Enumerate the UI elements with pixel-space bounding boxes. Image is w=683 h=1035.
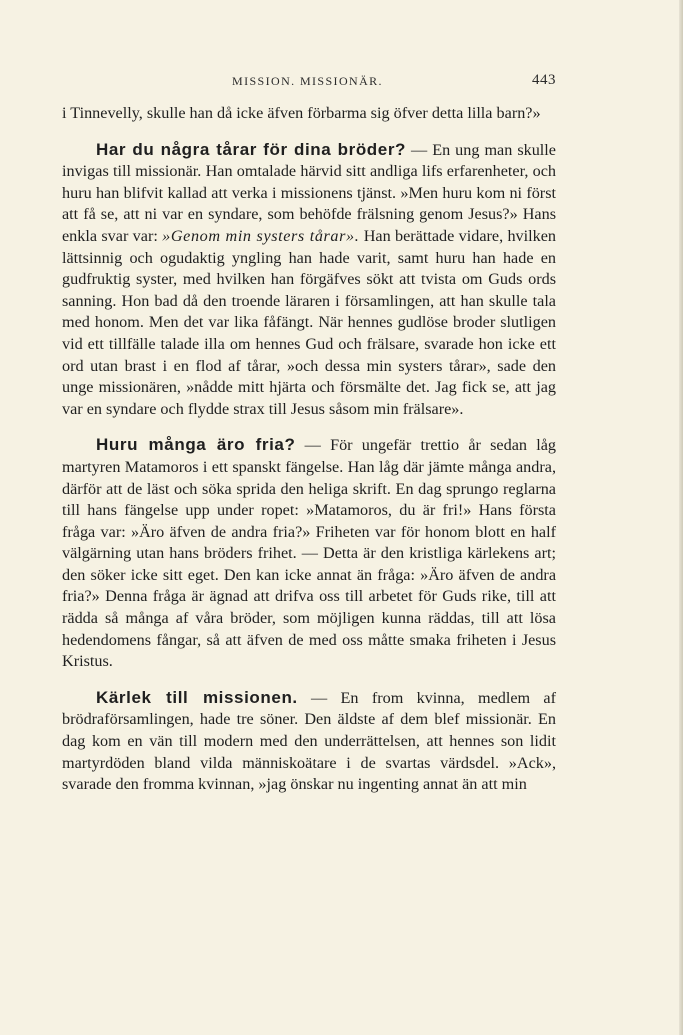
paragraph-text: — För ungefär trettio år sedan låg martyren Matamoros i ett spanskt fängelse. Han låg där jämte många andra, därför att de läst och söka sprida den heliga skrift. En dag sprungo reglarna till hans fängelse upp under ropet: »Matamoros, du är fri!» Hans första fråga var: »Äro äfven de andra fria?» Friheten var för honom blott en half välgärning utan hans bröders frihet. — Detta är den kristliga kärlekens art; den söker icke sitt eget. Den kan icke annat än fråga: »Äro äfven de andra fria?» Denna fråga är ägnad att drifva oss till arbetet för Guds rike, till att rädda så många af våra bröder, som möjligen kunna räddas, till att lösa hedendomens fångar, så att äfven de med oss måtte smaka friheten i Jesus Kristus.	[62, 436, 556, 671]
paragraph-text: — En from kvinna, medlem af brödraförsamlingen, hade tre söner. Den äldste af dem blef missionär. En dag kom en vän till modern med den underrättelsen, att hennes son lidit martyrdöden bland vilda människoätare i de svartas värdsdel. »Ack», svarade den fromma kvinnan, »jag önskar nu ingenting annat än att min	[62, 688, 556, 794]
paragraph-text-a: — En ung man skulle invigas till missionär. Han omtalade härvid sitt andliga lifs erfarenheter, och huru han blifvit kallad att verka i missionens tjänst. »Men huru kom ni först att få se, att ni var en syndare, som behöfde frälsning genom Jesus?» Hans enkla svar var:	[62, 140, 556, 245]
running-head: MISSION. MISSIONÄR.	[232, 74, 383, 88]
section-heading-love: Kärlek till missionen.	[96, 687, 298, 707]
paragraph-text-b: Han berättade vidare, hvilken lättsinnig och ogudaktig yngling han hade varit, samt huru han hade en gudfruktig syster, med hvilken han förgäfves sökt att tvista om Guds ords sanning. Hon bad då den troende läraren i församlingen, att han skulle tala med honom. Men det var lika fåfängt. När hennes gudlöse broder slutligen vid ett tillfälle talade illa om hennes Gud och frälsare, svarade hon icke ett ord utan brast i en flod af tårar, »och dessa min systers tårar», sade den unge missionären, »nådde mitt hjärta och försmälte det. Jag fick se, att jag var en syndare och flydde strax till Jesus såsom min frälsare».	[62, 226, 557, 418]
paragraph-continued	[62, 103, 556, 125]
body-text	[62, 103, 556, 796]
paragraph-love	[62, 687, 556, 796]
paragraph-free	[62, 434, 556, 673]
paragraph-tears	[62, 139, 556, 421]
section-heading-free: Huru många äro fria?	[96, 435, 296, 455]
page-header	[62, 72, 556, 92]
page-edge	[679, 0, 683, 1035]
paragraph-text: i Tinnevelly, skulle han då icke äfven förbarma sig öfver detta lilla barn?»	[62, 104, 541, 122]
emphasis-quote: »Genom min systers tårar».	[162, 226, 360, 245]
page-number: 443	[532, 72, 556, 88]
section-heading-tears: Har du några tårar för dina bröder?	[96, 139, 407, 159]
